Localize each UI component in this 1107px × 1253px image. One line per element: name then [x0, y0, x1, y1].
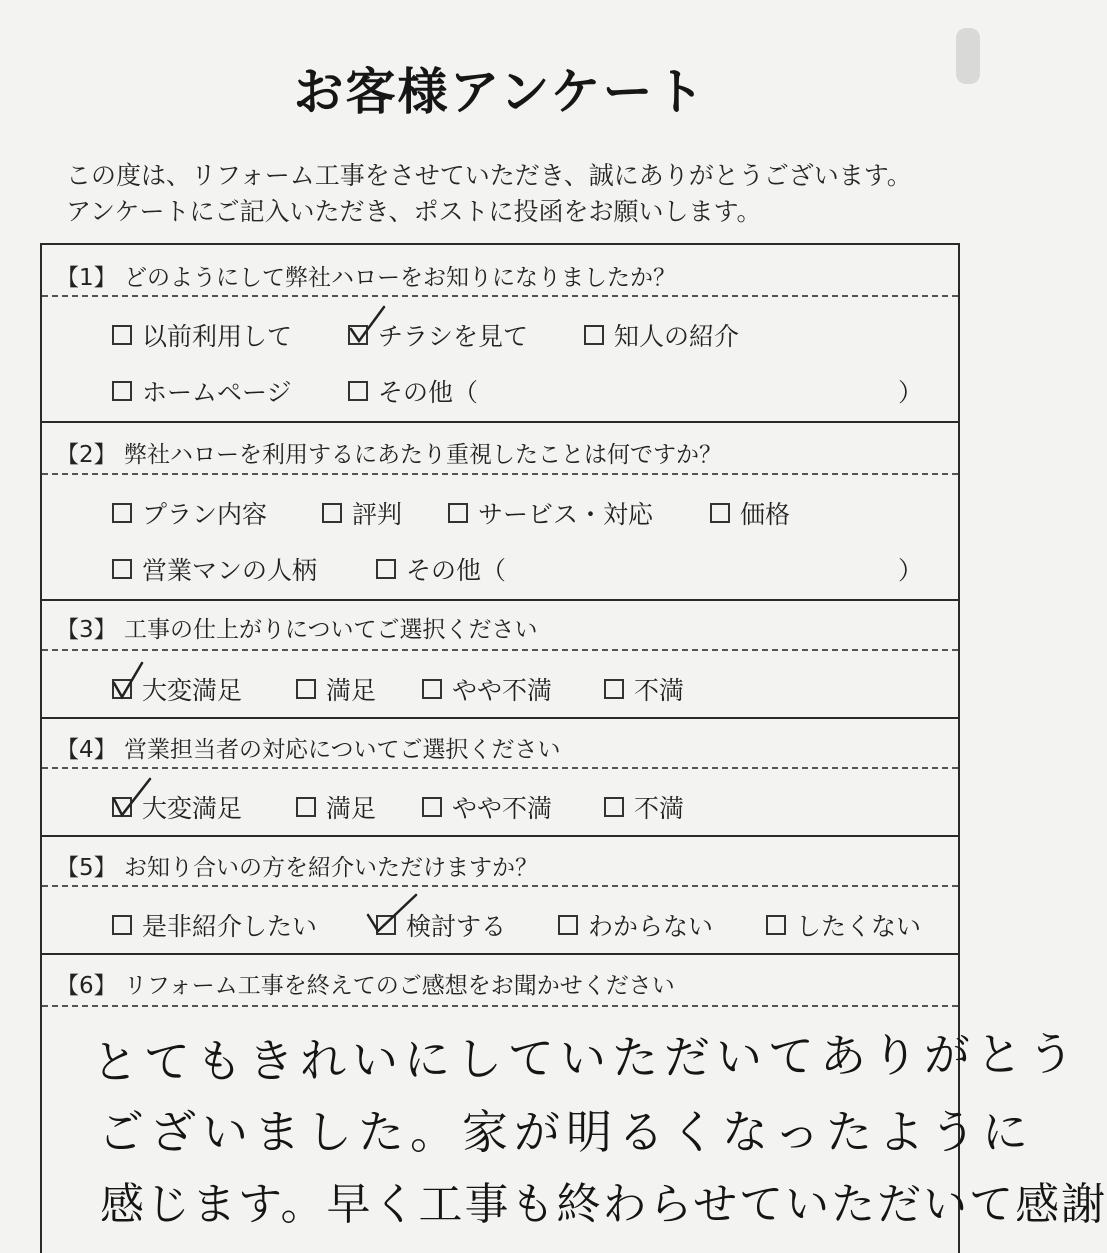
checkbox-checked[interactable] [112, 679, 132, 699]
divider [42, 767, 958, 769]
q1-option-homepage[interactable]: ホームページ [112, 373, 292, 409]
divider [42, 295, 958, 297]
q3-option-satisfied[interactable]: 満足 [296, 671, 376, 707]
divider [42, 885, 958, 887]
answer-line: とてもきれいにしていただいてありがとう [91, 1026, 1081, 1090]
q2-option-service[interactable]: サービス・対応 [448, 495, 653, 531]
intro-line: アンケートにご記入いただき、ポストに投函をお願いします。 [66, 197, 762, 226]
checkbox[interactable] [112, 915, 132, 935]
q1-option-other[interactable]: その他（ [348, 373, 478, 409]
checkbox[interactable] [112, 503, 132, 523]
q4-option-very-satisfied[interactable]: 大変満足 [112, 789, 242, 825]
checkbox[interactable] [112, 325, 132, 345]
q4-heading: 【4】 営業担当者の対応についてご選択ください [56, 737, 561, 763]
q2-option-other[interactable]: その他（ [376, 551, 506, 587]
checkbox[interactable] [112, 381, 132, 401]
q4-option-somewhat-dissatisfied[interactable]: やや不満 [422, 789, 552, 825]
divider [42, 649, 958, 651]
check-mark-icon [110, 777, 150, 817]
check-mark-icon [346, 305, 386, 345]
q5-heading: 【5】 お知り合いの方を紹介いただけますか？ [56, 855, 538, 881]
checkbox[interactable] [296, 797, 316, 817]
intro-line: この度は、リフォーム工事をさせていただき、誠にありがとうございます。 [66, 161, 912, 190]
q6-answer-handwriting [0, 1000, 1107, 1243]
q5-option-no[interactable]: したくない [766, 907, 921, 943]
q1-heading: 【1】 どのようにして弊社ハローをお知りになりましたか？ [56, 265, 676, 291]
q4-option-satisfied[interactable]: 満足 [296, 789, 376, 825]
checkbox[interactable] [766, 915, 786, 935]
q1-option-previous-use[interactable]: 以前利用して [112, 317, 292, 353]
q5-option-consider[interactable]: 検討する [376, 907, 506, 943]
q5-option-definitely[interactable]: 是非紹介したい [112, 907, 317, 943]
q2-option-reputation[interactable]: 評判 [322, 495, 402, 531]
q2-close-paren: ） [898, 556, 924, 585]
check-mark-icon [110, 659, 150, 699]
section-divider [42, 717, 958, 719]
checkbox[interactable] [348, 381, 368, 401]
section-divider [42, 599, 958, 601]
q1-option-flyer[interactable]: チラシを見て [348, 317, 528, 353]
checkbox[interactable] [604, 679, 624, 699]
checkbox-checked[interactable] [348, 325, 368, 345]
section-divider [42, 421, 958, 423]
q2-heading: 【2】 弊社ハローを利用するにあたり重視したことは何ですか？ [56, 442, 722, 468]
q3-option-very-satisfied[interactable]: 大変満足 [112, 671, 242, 707]
q2-option-plan[interactable]: プラン内容 [112, 495, 267, 531]
checkbox[interactable] [604, 797, 624, 817]
section-divider [42, 835, 958, 837]
checkbox[interactable] [422, 679, 442, 699]
check-mark-icon [374, 895, 414, 935]
q1-close-paren: ） [898, 378, 924, 407]
checkbox-checked[interactable] [376, 915, 396, 935]
answer-line: 感じます。早く工事も終わらせていただいて感謝 [100, 1179, 1107, 1230]
q4-option-dissatisfied[interactable]: 不満 [604, 789, 684, 825]
q5-option-not-sure[interactable]: わからない [558, 907, 713, 943]
section-divider [42, 953, 958, 955]
q3-option-dissatisfied[interactable]: 不満 [604, 671, 684, 707]
q6-heading: 【6】 リフォーム工事を終えてのご感想をお聞かせください [56, 973, 675, 999]
checkbox[interactable] [558, 915, 578, 935]
q3-heading: 【3】 工事の仕上がりについてご選択ください [56, 617, 538, 643]
q2-option-salesperson[interactable]: 営業マンの人柄 [112, 551, 317, 587]
checkbox[interactable] [584, 325, 604, 345]
checkbox-checked[interactable] [112, 797, 132, 817]
page-title: お客様アンケート [293, 63, 707, 121]
checkbox[interactable] [322, 503, 342, 523]
q3-option-somewhat-dissatisfied[interactable]: やや不満 [422, 671, 552, 707]
checkbox[interactable] [710, 503, 730, 523]
divider [42, 473, 958, 475]
checkbox[interactable] [112, 559, 132, 579]
q2-option-price[interactable]: 価格 [710, 495, 790, 531]
answer-line: ございました。家が明るくなったように [98, 1105, 1034, 1159]
checkbox[interactable] [422, 797, 442, 817]
checkbox[interactable] [296, 679, 316, 699]
checkbox[interactable] [376, 559, 396, 579]
checkbox[interactable] [448, 503, 468, 523]
intro-text [66, 158, 912, 230]
q1-option-referral[interactable]: 知人の紹介 [584, 317, 739, 353]
